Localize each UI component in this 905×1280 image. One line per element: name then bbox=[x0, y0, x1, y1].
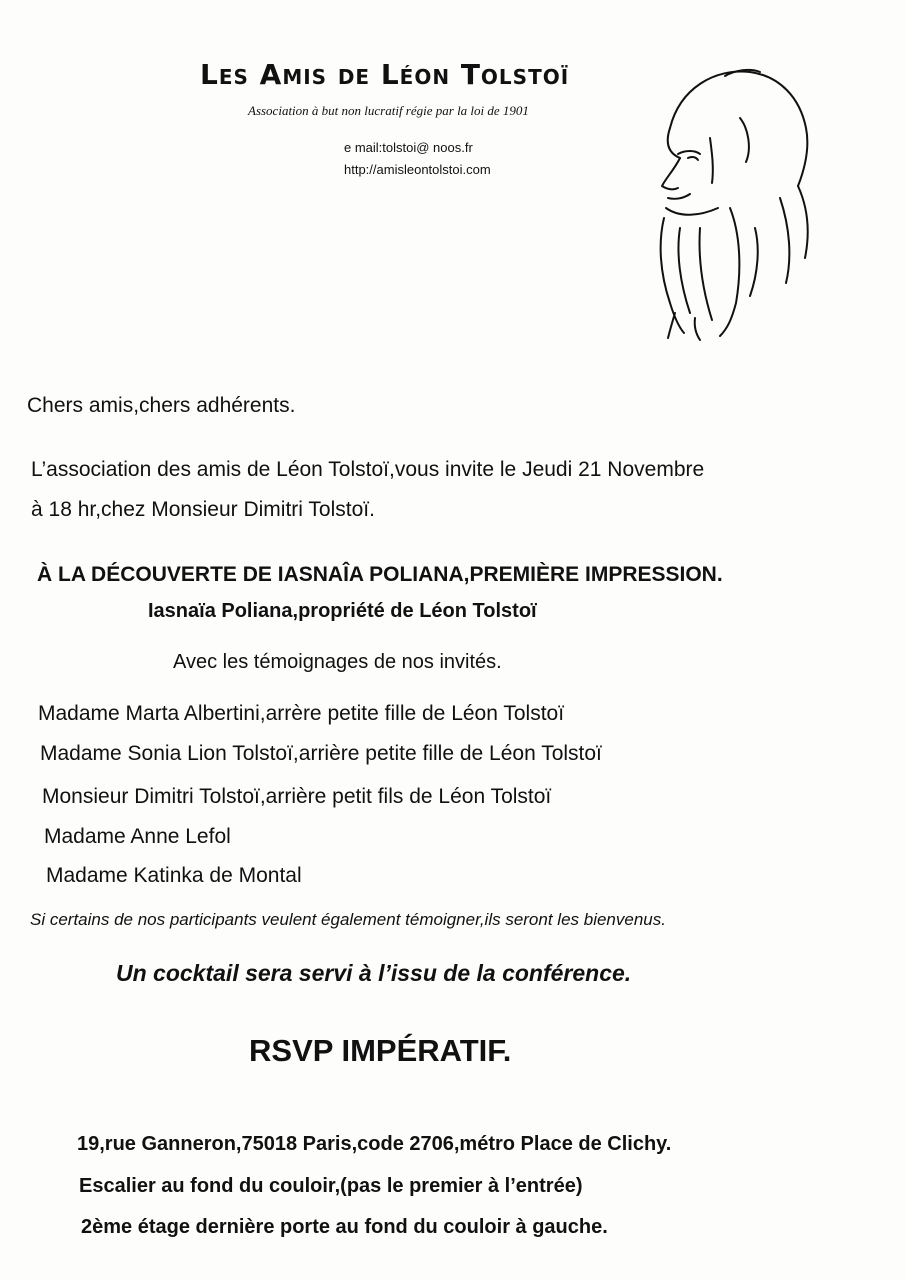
guest-item: Madame Katinka de Montal bbox=[46, 864, 302, 887]
guest-item: Monsieur Dimitri Tolstoï,arrière petit fils de Léon Tolstoï bbox=[42, 785, 552, 808]
address-line-3: 2ème étage dernière porte au fond du couloir à gauche. bbox=[81, 1216, 608, 1238]
event-title: À LA DÉCOUVERTE DE IASNAÎA POLIANA,PREMIÈRE IMPRESSION. bbox=[37, 563, 723, 586]
intro-line-2: à 18 hr,chez Monsieur Dimitri Tolstoï. bbox=[31, 498, 375, 521]
contact-website: http://amisleontolstoi.com bbox=[344, 162, 491, 177]
beard-strand-3 bbox=[750, 228, 758, 296]
mouth-line bbox=[668, 194, 690, 199]
beard-top bbox=[666, 208, 718, 215]
org-subtitle: Association à but non lucratif régie par la loi de 1901 bbox=[248, 103, 529, 118]
address-line-2: Escalier au fond du couloir,(pas le premier à l’entrée) bbox=[79, 1175, 583, 1197]
tolstoy-portrait-sketch bbox=[640, 58, 825, 348]
participants-note: Si certains de nos participants veulent également témoigner,ils seront les bienvenus. bbox=[30, 910, 666, 929]
nose-line bbox=[662, 158, 680, 189]
beard-tip-2 bbox=[695, 318, 700, 340]
collar-line bbox=[780, 198, 789, 283]
greeting: Chers amis,chers adhérents. bbox=[27, 394, 296, 417]
ear-mark bbox=[740, 118, 749, 162]
rsvp-heading: RSVP IMPÉRATIF. bbox=[249, 1033, 512, 1068]
cheek-line bbox=[710, 138, 713, 183]
guest-item: Madame Marta Albertini,arrère petite fille de Léon Tolstoï bbox=[38, 702, 565, 725]
intro-line-1: L’association des amis de Léon Tolstoï,vous invite le Jeudi 21 Novembre bbox=[31, 458, 705, 481]
guests-intro: Avec les témoignages de nos invités. bbox=[173, 651, 502, 673]
beard-strand-1 bbox=[678, 228, 690, 313]
event-subtitle: Iasnaïa Poliana,propriété de Léon Tolstoï bbox=[148, 600, 537, 622]
beard-tip-1 bbox=[668, 313, 675, 338]
org-name: Les Amis de Léon Tolstoï bbox=[200, 58, 570, 91]
eye-mark bbox=[688, 157, 698, 160]
guest-item: Madame Anne Lefol bbox=[44, 825, 231, 848]
guest-item: Madame Sonia Lion Tolstoï,arrière petite fille de Léon Tolstoï bbox=[40, 742, 602, 765]
beard-strand-2 bbox=[700, 228, 713, 320]
brow-line bbox=[678, 151, 700, 154]
contact-email: e mail:tolstoi@ noos.fr bbox=[344, 140, 473, 155]
address-line-1: 19,rue Ganneron,75018 Paris,code 2706,métro Place de Clichy. bbox=[77, 1133, 672, 1155]
shoulder-line bbox=[798, 186, 808, 258]
hair-outline bbox=[670, 71, 807, 186]
cocktail-notice: Un cocktail sera servi à l’issu de la conférence. bbox=[116, 960, 632, 986]
beard-right bbox=[720, 208, 739, 336]
